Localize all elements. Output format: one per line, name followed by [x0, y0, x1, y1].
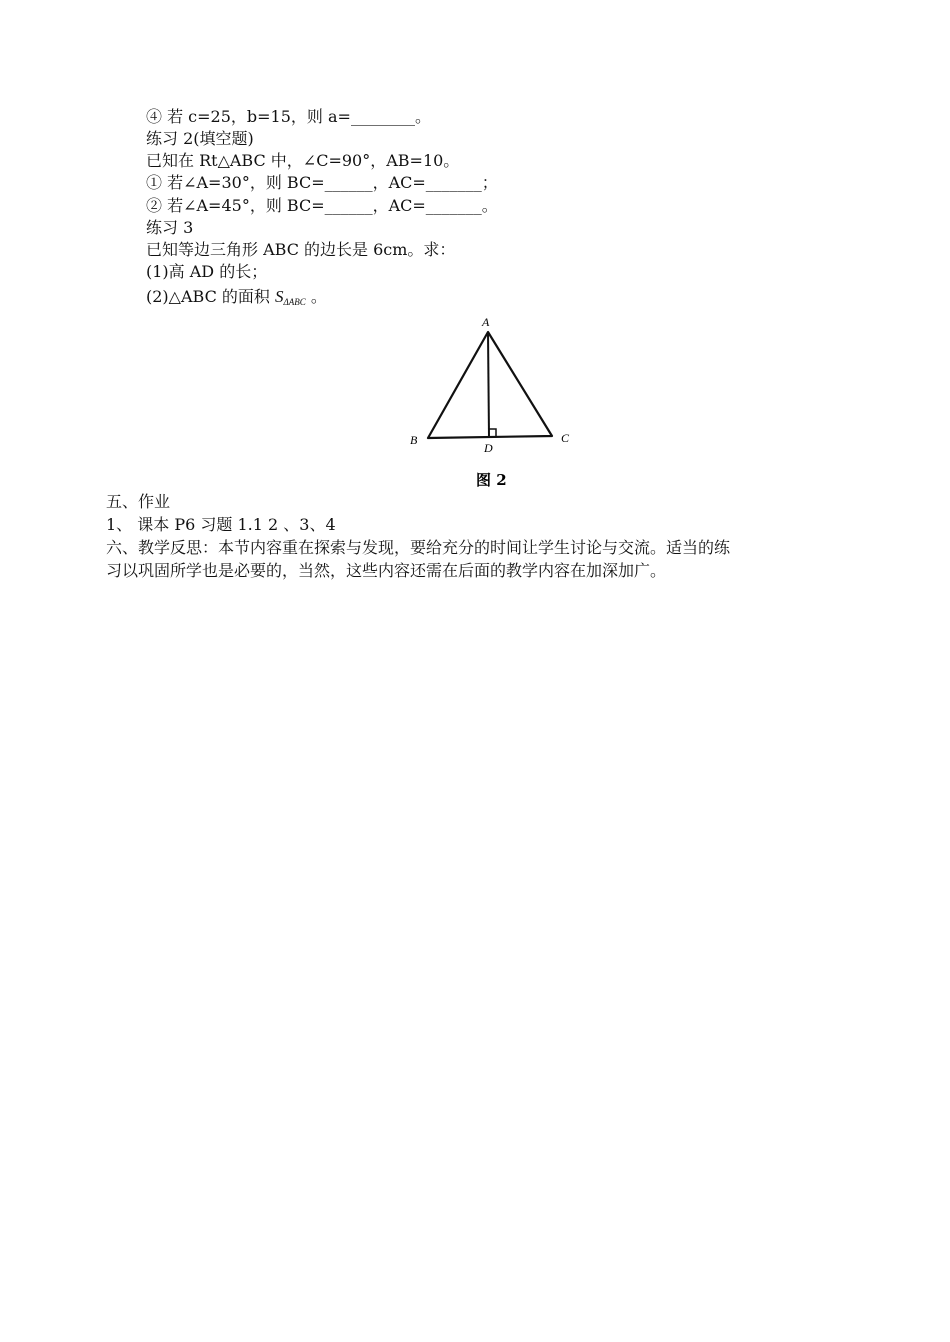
triangle-figure — [404, 312, 584, 494]
figure-caption: 图 2 — [476, 471, 507, 489]
area-symbol: S — [275, 287, 284, 306]
exercise-3-heading: 练习 3 — [146, 218, 194, 237]
vertex-label-c: C — [561, 431, 570, 445]
question-2-suffix: 。 — [310, 287, 327, 306]
exercise-2-item-2: ② 若∠A=45°，则 BC=______，AC=_______。 — [146, 196, 498, 215]
area-subscript: ΔABC — [283, 297, 306, 307]
question-2-prefix: (2)△ABC 的面积 — [146, 287, 270, 306]
section-5-heading: 五、作业 — [106, 492, 171, 511]
exercise-2-item-1: ① 若∠A=30°，则 BC=______，AC=_______； — [146, 173, 498, 192]
exercise-3-premise: 已知等边三角形 ABC 的边长是 6cm。求： — [146, 240, 456, 259]
section-6-reflection-line-2: 习以巩固所学也是必要的，当然，这些内容还需在后面的教学内容在加深加广。 — [106, 561, 667, 580]
vertex-label-b: B — [410, 433, 418, 447]
triangle-abc — [428, 332, 552, 438]
right-angle-mark — [489, 429, 496, 437]
exercise-3-question-2 — [146, 286, 327, 313]
vertex-label-a: A — [482, 315, 490, 329]
altitude-ad — [488, 332, 489, 437]
homework-item-1: 1、 课本 P6 习题 1.1 2 、3、4 — [106, 515, 336, 534]
section-6-reflection-line-1: 六、教学反思：本节内容重在探索与发现，要给充分的时间让学生讨论与交流。适当的练 — [106, 538, 731, 557]
exercise-3-question-1: (1)高 AD 的长； — [146, 262, 268, 281]
exercise-2-premise: 已知在 Rt△ABC 中，∠C=90°，AB=10。 — [146, 151, 460, 170]
foot-label-d: D — [484, 441, 493, 455]
exercise-2-heading: 练习 2(填空题) — [146, 129, 254, 148]
exercise-item-4: ④ 若 c=25，b=15，则 a=________。 — [146, 107, 431, 126]
